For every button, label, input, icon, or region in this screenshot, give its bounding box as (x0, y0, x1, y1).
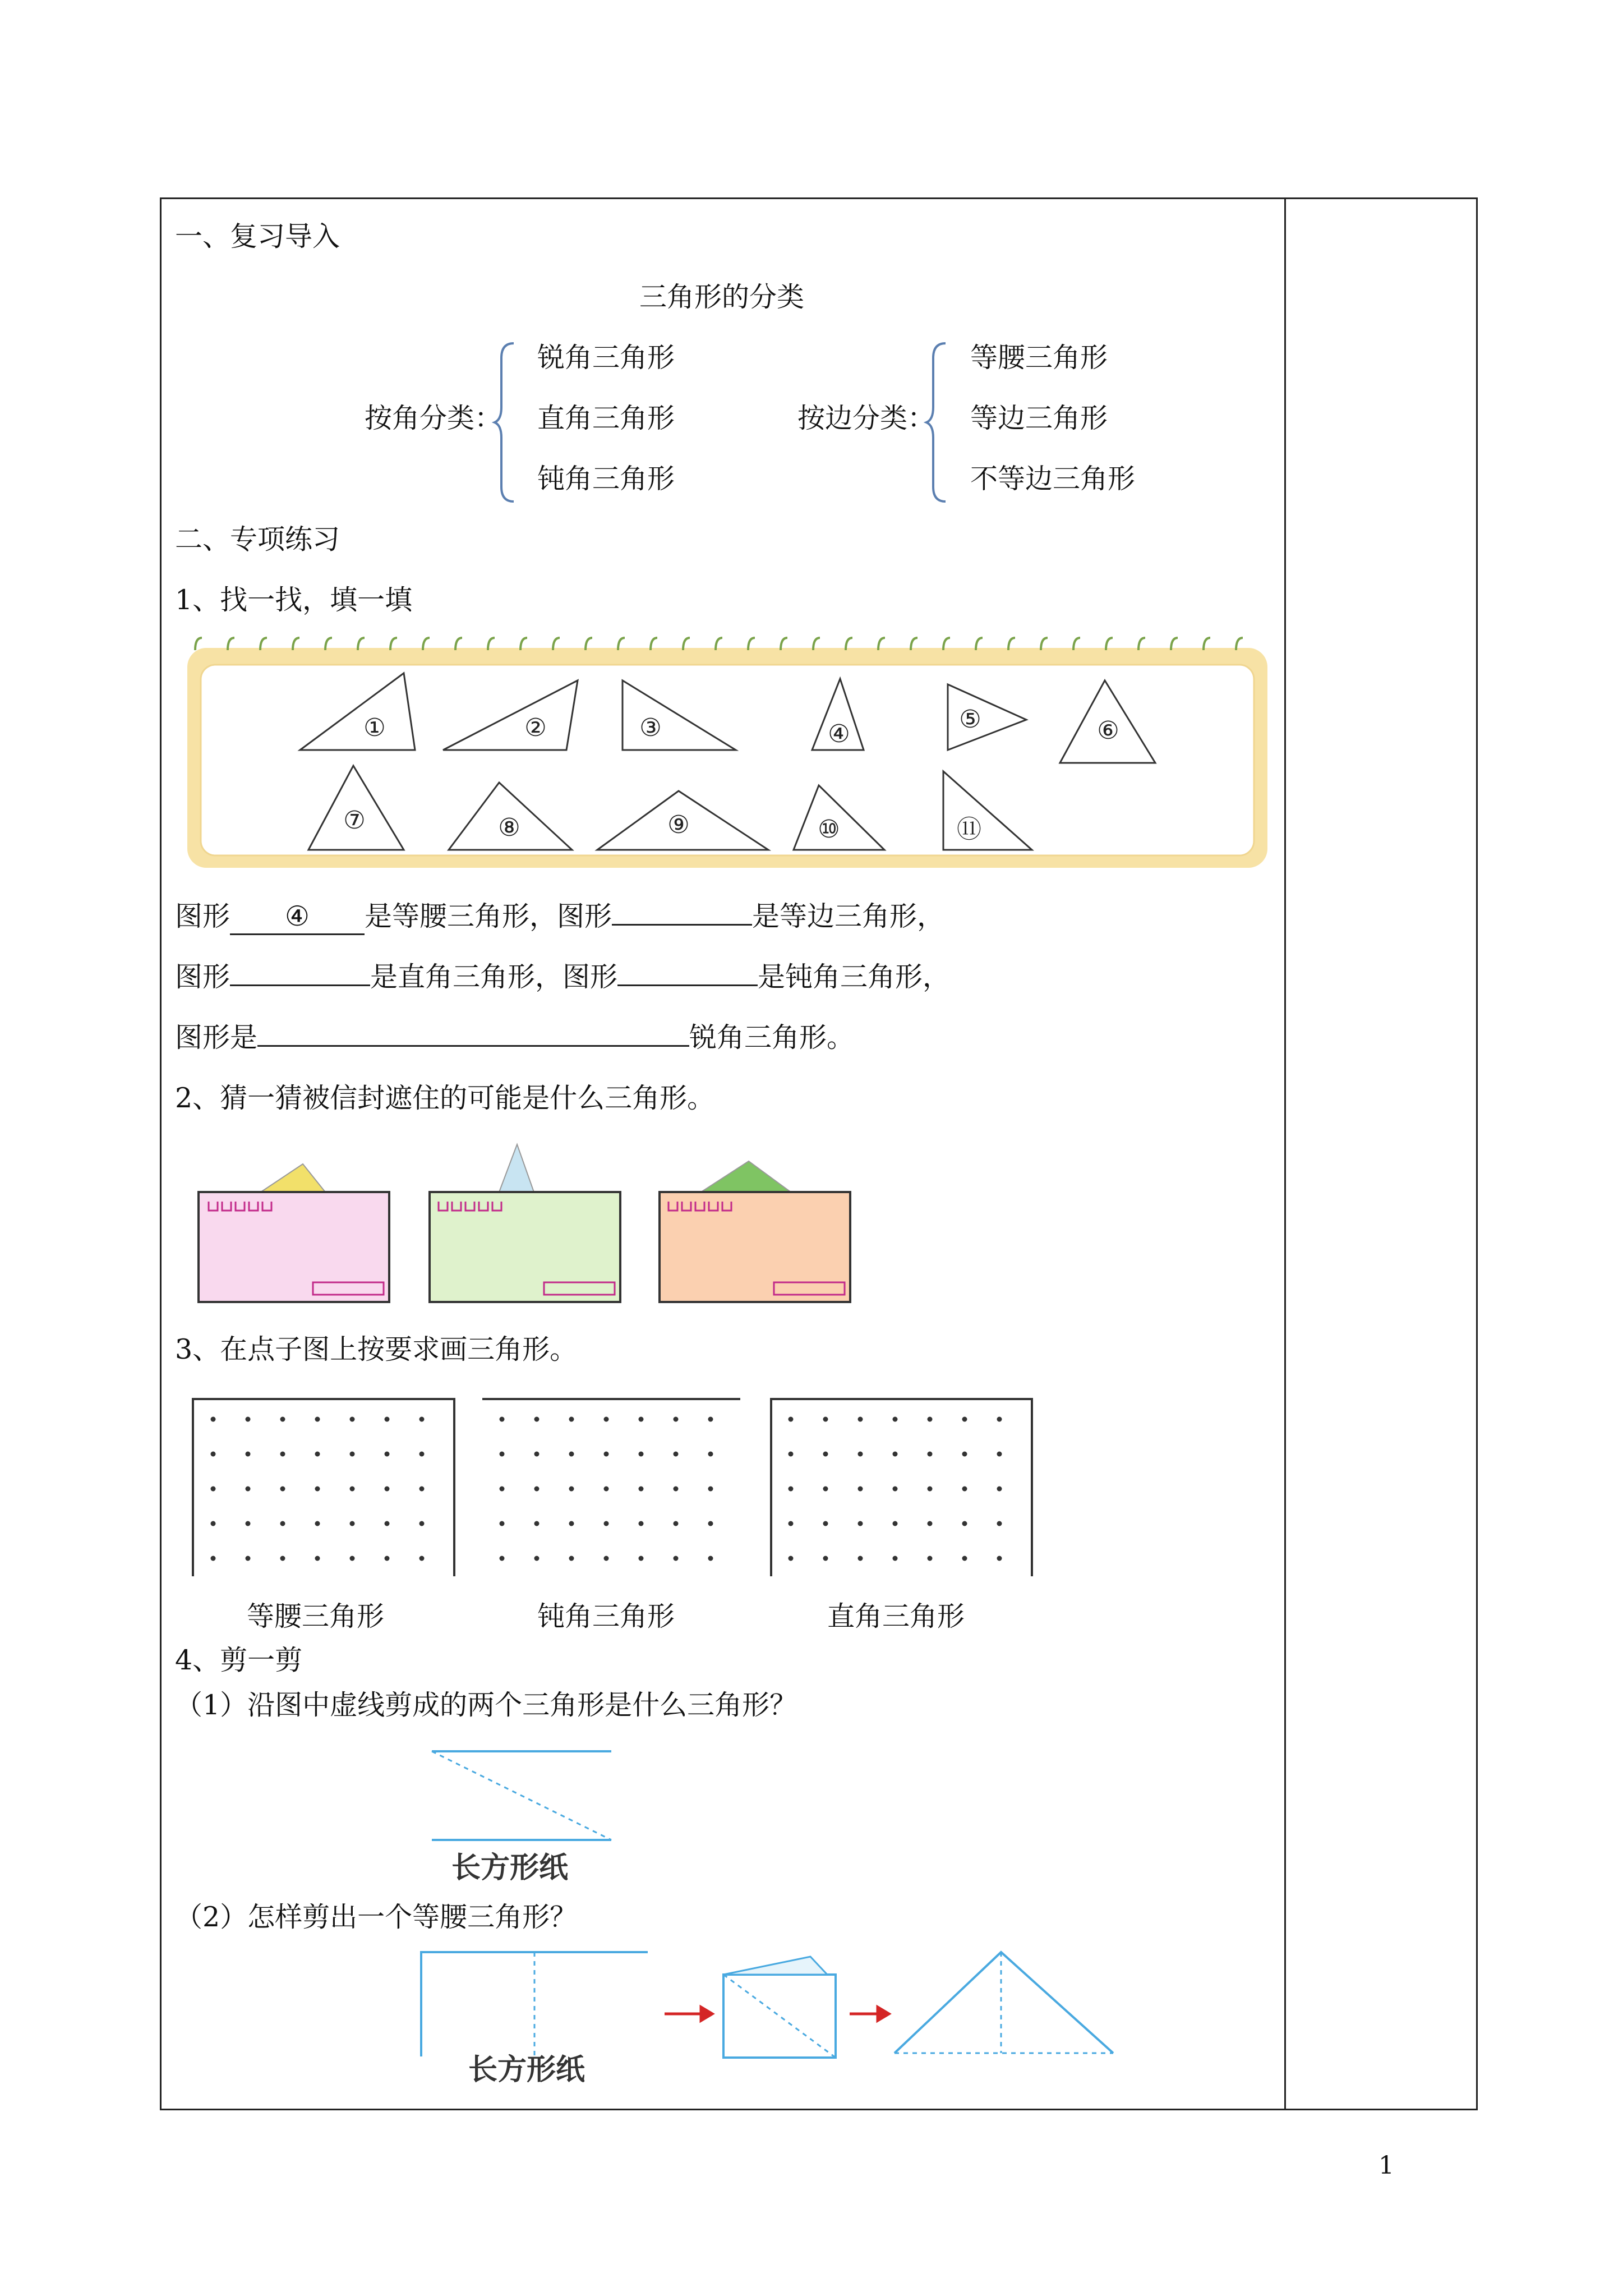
grid-dot[interactable] (639, 1417, 644, 1422)
grid-dot[interactable] (858, 1521, 863, 1526)
grid-dot[interactable] (962, 1452, 967, 1457)
envelope-2 (430, 1144, 620, 1302)
triangle-label-11: ⑪ (957, 815, 981, 844)
grid-dot[interactable] (534, 1556, 540, 1561)
grid-dot[interactable] (997, 1556, 1002, 1561)
triangle-label-10: ⑩ (818, 815, 840, 844)
grid-dot[interactable] (385, 1521, 390, 1526)
grid-dot[interactable] (569, 1521, 574, 1526)
grid-dot[interactable] (385, 1556, 390, 1561)
grid-dot[interactable] (604, 1556, 609, 1561)
grid-dot[interactable] (962, 1556, 967, 1561)
q1-line1-prefix: 图形 (175, 900, 230, 932)
cut-diagram-2 (418, 1947, 1130, 2059)
grid-dot[interactable] (893, 1417, 898, 1422)
grid-dot[interactable] (419, 1417, 425, 1422)
grid-dot[interactable] (789, 1487, 794, 1492)
grid-dot[interactable] (569, 1417, 574, 1422)
grid-dot[interactable] (708, 1521, 713, 1526)
grid-dot[interactable] (569, 1452, 574, 1457)
grid-dot[interactable] (708, 1452, 713, 1457)
practice-heading: 二、专项练习 (175, 523, 340, 555)
review-heading: 一、复习导入 (175, 220, 340, 252)
grid-dot[interactable] (928, 1487, 933, 1492)
grid-dot[interactable] (604, 1487, 609, 1492)
grid-dot[interactable] (928, 1417, 933, 1422)
grid-dot[interactable] (280, 1417, 285, 1422)
triangle-label-3: ③ (639, 714, 662, 742)
triangle-label-6: ⑥ (1097, 716, 1119, 745)
grid-dot[interactable] (350, 1452, 355, 1457)
grid-dot[interactable] (962, 1521, 967, 1526)
grid-dot[interactable] (500, 1417, 505, 1422)
grid-dot[interactable] (639, 1556, 644, 1561)
grid-dot[interactable] (997, 1487, 1002, 1492)
envelope-3 (660, 1161, 850, 1302)
dot-grid-frame-3 (771, 1399, 1032, 1576)
grid-dot[interactable] (500, 1556, 505, 1561)
triangle-panel (185, 631, 1273, 872)
grid-dot[interactable] (708, 1417, 713, 1422)
grid-dot[interactable] (280, 1452, 285, 1457)
q3-title: 3、在点子图上按要求画三角形。 (175, 1333, 578, 1365)
classification-title: 三角形的分类 (639, 281, 805, 313)
grid-dot[interactable] (385, 1487, 390, 1492)
by-side-brace (925, 341, 948, 504)
grid-dot[interactable] (280, 1556, 285, 1561)
grid-dot[interactable] (674, 1417, 679, 1422)
grid-dot[interactable] (211, 1417, 216, 1422)
side-type-scalene: 不等边三角形 (970, 463, 1136, 495)
grid-dot[interactable] (674, 1452, 679, 1457)
q1-title: 1、找一找，填一填 (175, 584, 413, 616)
q1-line-3 (175, 1021, 854, 1055)
dot-grid-points (211, 1417, 1002, 1561)
triangle-label-4: ④ (828, 720, 850, 748)
grid-dot[interactable] (639, 1452, 644, 1457)
grid-dot[interactable] (350, 1521, 355, 1526)
answer-blank-isosceles[interactable] (230, 900, 365, 935)
grid-dot[interactable] (604, 1417, 609, 1422)
grid-dot[interactable] (246, 1521, 251, 1526)
grid-dot[interactable] (569, 1556, 574, 1561)
grid-dot[interactable] (246, 1487, 251, 1492)
grid-dot[interactable] (789, 1521, 794, 1526)
grid-dot[interactable] (315, 1452, 320, 1457)
answer-isosceles: ④ (285, 900, 310, 932)
grid-dot[interactable] (315, 1487, 320, 1492)
grid-dot[interactable] (928, 1556, 933, 1561)
grid-dot[interactable] (350, 1417, 355, 1422)
grid-dot[interactable] (385, 1452, 390, 1457)
grid-dot[interactable] (534, 1452, 540, 1457)
side-type-equilateral: 等边三角形 (970, 402, 1108, 434)
grid-dot[interactable] (893, 1521, 898, 1526)
grid-dot[interactable] (674, 1521, 679, 1526)
grid-dot[interactable] (534, 1417, 540, 1422)
answer-blank-acute[interactable] (257, 1045, 689, 1047)
grid-dot[interactable] (604, 1452, 609, 1457)
q1-line1-mid2: 是等边三角形， (752, 900, 945, 932)
grid-dot[interactable] (246, 1452, 251, 1457)
grid-dot[interactable] (708, 1487, 713, 1492)
grid-dot[interactable] (569, 1487, 574, 1492)
answer-blank-right[interactable] (230, 984, 370, 986)
grid-dot[interactable] (674, 1556, 679, 1561)
grid-dot[interactable] (315, 1417, 320, 1422)
grid-dot[interactable] (419, 1556, 425, 1561)
page-number: 1 (1378, 2151, 1394, 2180)
angle-type-obtuse: 钝角三角形 (537, 463, 675, 495)
q1-line-2 (175, 960, 950, 994)
grid-dot[interactable] (419, 1487, 425, 1492)
angle-type-right: 直角三角形 (537, 402, 675, 434)
grid-dot[interactable] (858, 1452, 863, 1457)
table-column-divider (1284, 197, 1286, 2110)
q4-part1: （1）沿图中虚线剪成的两个三角形是什么三角形？ (175, 1689, 797, 1721)
grid-dot[interactable] (211, 1556, 216, 1561)
dot-grids (191, 1397, 1043, 1582)
grid-dot[interactable] (419, 1521, 425, 1526)
grid-dot[interactable] (211, 1452, 216, 1457)
q4-title: 4、剪一剪 (175, 1644, 303, 1676)
grid-dot[interactable] (534, 1487, 540, 1492)
grid-dot[interactable] (674, 1487, 679, 1492)
angle-type-acute: 锐角三角形 (537, 342, 675, 374)
q1-line2-mid1: 是直角三角形，图形 (370, 961, 618, 993)
grid-dot[interactable] (823, 1556, 828, 1561)
q1-line3-suffix: 锐角三角形。 (689, 1022, 855, 1053)
q3-label-right: 直角三角形 (827, 1600, 965, 1632)
triangle-label-8: ⑧ (498, 813, 520, 842)
grid-dot[interactable] (962, 1487, 967, 1492)
q3-label-isosceles: 等腰三角形 (247, 1600, 385, 1632)
grid-dot[interactable] (246, 1556, 251, 1561)
answer-blank-equilateral[interactable] (612, 924, 752, 926)
grid-dot[interactable] (534, 1521, 540, 1526)
grid-dot[interactable] (928, 1452, 933, 1457)
grid-dot[interactable] (280, 1487, 285, 1492)
grid-dot[interactable] (211, 1487, 216, 1492)
grid-dot[interactable] (858, 1417, 863, 1422)
q1-line2-mid2: 是钝角三角形， (758, 961, 951, 993)
grid-dot[interactable] (823, 1417, 828, 1422)
grid-dot[interactable] (962, 1417, 967, 1422)
grid-dot[interactable] (997, 1452, 1002, 1457)
by-angle-brace (494, 341, 516, 504)
grid-dot[interactable] (893, 1556, 898, 1561)
paper-label-2: 长方形纸 (468, 2053, 585, 2087)
grid-dot[interactable] (315, 1556, 320, 1561)
envelopes (196, 1139, 858, 1307)
grid-dot[interactable] (639, 1521, 644, 1526)
triangle-label-1: ① (363, 714, 386, 742)
q3-label-obtuse: 钝角三角形 (537, 1600, 675, 1632)
dot-grid-frame-1 (193, 1399, 454, 1576)
grid-dot[interactable] (858, 1556, 863, 1561)
paper-label-1: 长方形纸 (451, 1851, 569, 1885)
q2-title: 2、猜一猜被信封遮住的可能是什么三角形。 (175, 1082, 715, 1114)
grid-dot[interactable] (350, 1487, 355, 1492)
grid-dot[interactable] (419, 1452, 425, 1457)
grid-dot[interactable] (708, 1556, 713, 1561)
grid-dot[interactable] (823, 1521, 828, 1526)
by-angle-label: 按角分类： (365, 402, 502, 434)
grid-dot[interactable] (211, 1521, 216, 1526)
grid-dot[interactable] (893, 1452, 898, 1457)
cut-diagram-1 (426, 1745, 617, 1846)
grid-dot[interactable] (500, 1487, 505, 1492)
grid-dot[interactable] (315, 1521, 320, 1526)
envelope-1 (199, 1164, 389, 1302)
grid-dot[interactable] (997, 1521, 1002, 1526)
triangle-label-5: ⑤ (959, 705, 981, 734)
triangle-label-9: ⑨ (667, 811, 690, 839)
q1-line2-prefix: 图形 (175, 961, 230, 993)
grid-dot[interactable] (928, 1521, 933, 1526)
by-side-label: 按边分类： (797, 402, 935, 434)
side-type-isosceles: 等腰三角形 (970, 342, 1108, 374)
q1-line3-prefix: 图形是 (175, 1022, 258, 1053)
grid-dot[interactable] (823, 1452, 828, 1457)
q1-line1-mid1: 是等腰三角形，图形 (365, 900, 612, 932)
grid-dot[interactable] (789, 1417, 794, 1422)
grid-dot[interactable] (385, 1417, 390, 1422)
answer-blank-obtuse[interactable] (617, 984, 758, 986)
grid-dot[interactable] (350, 1556, 355, 1561)
grid-dot[interactable] (500, 1521, 505, 1526)
grid-dot[interactable] (246, 1417, 251, 1422)
q1-line-1 (175, 900, 944, 935)
triangle-label-2: ② (524, 714, 547, 742)
grid-dot[interactable] (639, 1487, 644, 1492)
grid-dot[interactable] (893, 1487, 898, 1492)
grid-dot[interactable] (604, 1521, 609, 1526)
grid-dot[interactable] (789, 1452, 794, 1457)
grid-dot[interactable] (858, 1487, 863, 1492)
grid-dot[interactable] (823, 1487, 828, 1492)
grid-dot[interactable] (997, 1417, 1002, 1422)
grid-dot[interactable] (280, 1521, 285, 1526)
grid-dot[interactable] (789, 1556, 794, 1561)
grid-dot[interactable] (500, 1452, 505, 1457)
q4-part2: （2）怎样剪出一个等腰三角形？ (175, 1901, 578, 1933)
triangle-label-7: ⑦ (343, 806, 366, 835)
